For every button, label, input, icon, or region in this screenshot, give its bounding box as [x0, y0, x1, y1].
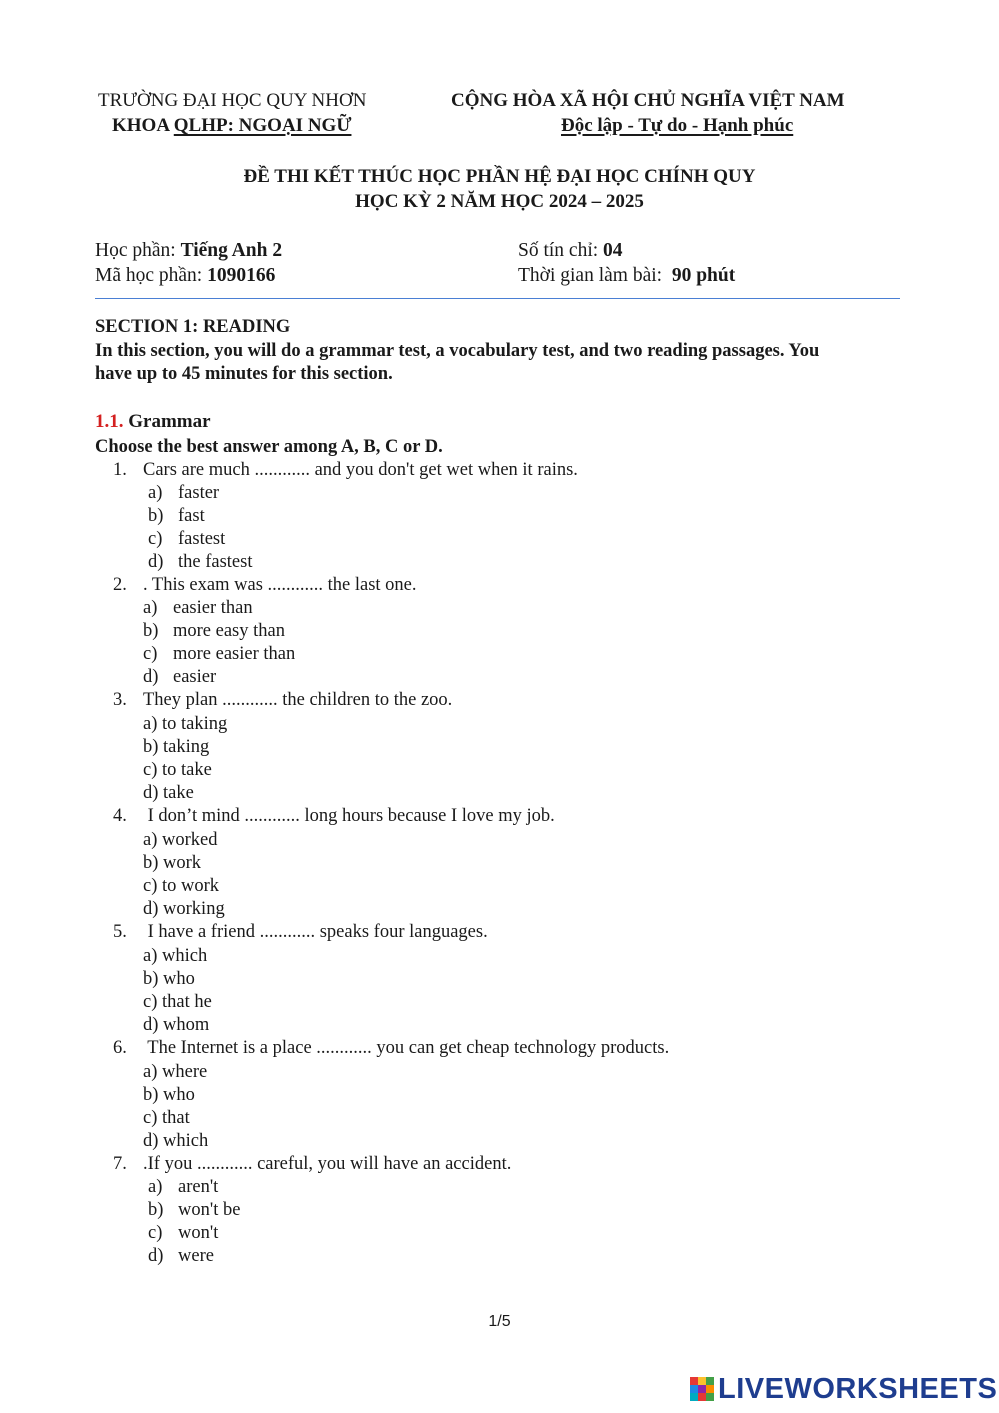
question-text: . This exam was ............ the last one. [143, 575, 417, 595]
option-5d[interactable]: d) whom [143, 1015, 210, 1035]
option-5b[interactable]: b) who [143, 969, 195, 989]
question-text: I have a friend ............ speaks four languages. [143, 922, 488, 942]
logo-cell [698, 1393, 706, 1401]
option-5c[interactable]: c) that he [143, 992, 212, 1012]
credits-value: 04 [603, 240, 623, 261]
school-name: TRƯỜNG ĐẠI HỌC QUY NHƠN [98, 90, 367, 111]
time-label: Thời gian làm bài: [518, 265, 672, 286]
liveworksheets-logo [690, 1372, 997, 1406]
exam-title: ĐỀ THI KẾT THÚC HỌC PHẦN HỆ ĐẠI HỌC CHÍNH QUY [243, 166, 756, 187]
question-text: .If you ............ careful, you will have an accident. [143, 1154, 512, 1174]
question-number: 5. [113, 922, 127, 942]
logo-cell [690, 1385, 698, 1393]
header-divider [95, 298, 900, 299]
grammar-instruction: Choose the best answer among A, B, C or D. [95, 437, 443, 457]
code-label: Mã học phần: [95, 265, 208, 286]
option-6b[interactable]: b) who [143, 1085, 195, 1105]
grammar-number: 1.1. [95, 411, 124, 432]
section-heading: SECTION 1: READING [95, 317, 291, 337]
section-intro-line2: have up to 45 minutes for this section. [95, 364, 393, 384]
page-number: 1/5 [488, 1313, 511, 1330]
country-name: CỘNG HÒA XÃ HỘI CHỦ NGHĨA VIỆT NAM [451, 90, 845, 111]
logo-cell [706, 1393, 714, 1401]
option-6c[interactable]: c) that [143, 1108, 190, 1128]
motto: Độc lập - Tự do - Hạnh phúc [561, 115, 794, 136]
credits-info [518, 240, 623, 262]
option-4b[interactable]: b) work [143, 853, 202, 873]
question-number: 4. [113, 806, 127, 826]
option-4d[interactable]: d) working [143, 899, 225, 919]
credits-label: Số tín chỉ: [518, 240, 604, 261]
option-6d[interactable]: d) which [143, 1131, 209, 1151]
grammar-title: Grammar [128, 411, 211, 432]
option-4a[interactable]: a) worked [143, 830, 218, 850]
code-value: 1090166 [207, 265, 276, 286]
time-info [518, 265, 735, 287]
code-info [95, 265, 275, 287]
logo-cell [706, 1385, 714, 1393]
exam-term: HỌC KỲ 2 NĂM HỌC 2024 – 2025 [355, 191, 644, 212]
faculty-title: QLHP: NGOẠI NGỮ [173, 115, 352, 136]
question-text: The Internet is a place ............ you can get cheap technology products. [143, 1038, 670, 1058]
logo-cell [690, 1393, 698, 1401]
question-text: Cars are much ............ and you don't get wet when it rains. [143, 460, 578, 480]
question-number: 1. [113, 460, 127, 480]
logo-cell [706, 1377, 714, 1385]
option-3b[interactable]: b) taking [143, 737, 210, 757]
course-value: Tiếng Anh 2 [180, 240, 283, 261]
logo-grid-icon [690, 1377, 714, 1401]
option-3d[interactable]: d) take [143, 783, 194, 803]
option-4c[interactable]: c) to work [143, 876, 220, 896]
brand-text: LIVEWORKSHEETS [718, 1372, 998, 1405]
faculty-prefix: KHOA [112, 115, 174, 136]
logo-cell [698, 1385, 706, 1393]
logo-cell [690, 1377, 698, 1385]
course-info [95, 240, 282, 262]
option-3a[interactable]: a) to taking [143, 714, 228, 734]
section-intro-line1: In this section, you will do a grammar test, a vocabulary test, and two reading passages. You [95, 341, 820, 361]
question-number: 7. [113, 1154, 127, 1174]
question-number: 2. [113, 575, 127, 595]
course-label: Học phần: [95, 240, 181, 261]
question-number: 3. [113, 690, 127, 710]
question-text: I don’t mind ............ long hours because I love my job. [143, 806, 555, 826]
logo-cell [698, 1377, 706, 1385]
option-5a[interactable]: a) which [143, 946, 208, 966]
question-number: 6. [113, 1038, 127, 1058]
question-text: They plan ............ the children to the zoo. [143, 690, 453, 710]
option-6a[interactable]: a) where [143, 1062, 208, 1082]
option-3c[interactable]: c) to take [143, 760, 212, 780]
time-value: 90 phút [671, 265, 736, 286]
faculty-name [112, 115, 351, 137]
grammar-heading [95, 411, 211, 433]
